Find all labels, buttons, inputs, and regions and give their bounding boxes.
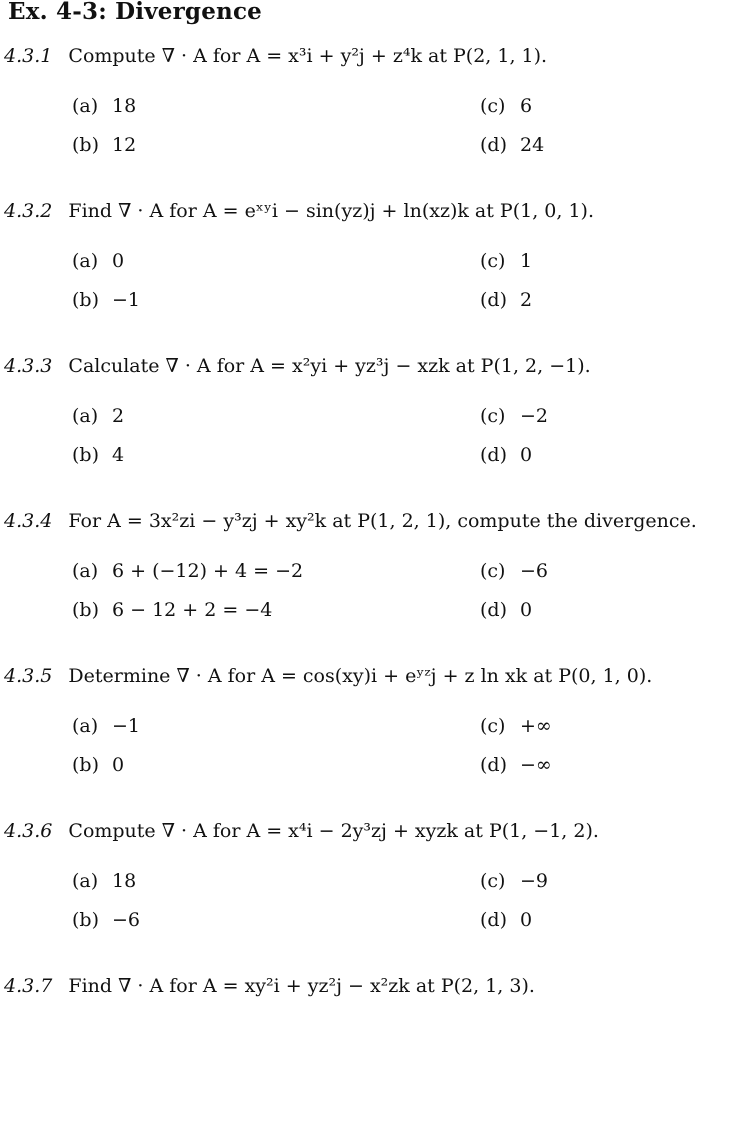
question-number: 4.3.2: [4, 200, 53, 222]
option-a[interactable]: [72, 558, 303, 584]
option-label: (a): [72, 405, 99, 427]
option-c[interactable]: [480, 558, 548, 584]
option-value: −9: [520, 870, 549, 892]
option-d[interactable]: [480, 287, 532, 313]
option-value: +∞: [520, 715, 552, 737]
option-value: 6 + (−12) + 4 = −2: [112, 560, 304, 582]
option-value: −∞: [520, 754, 552, 776]
option-value: 0: [112, 250, 125, 272]
question-number: 4.3.5: [4, 665, 53, 687]
question: [0, 198, 739, 348]
option-value: 0: [112, 754, 125, 776]
question: [0, 43, 739, 193]
question-text: Find ∇ · A for A = eˣʸi − sin(yz)j + ln(xz)k at P(1, 0, 1).: [68, 200, 594, 222]
option-label: (b): [72, 599, 99, 621]
question-text: Compute ∇ · A for A = x³i + y²j + z⁴k at P(2, 1, 1).: [68, 45, 548, 67]
option-c[interactable]: [480, 713, 552, 739]
section-title: Ex. 4-3: Divergence: [8, 0, 262, 25]
option-a[interactable]: [72, 403, 124, 429]
option-b[interactable]: [72, 907, 140, 933]
question-line: [4, 353, 591, 379]
option-label: (d): [480, 444, 507, 466]
option-a[interactable]: [72, 248, 124, 274]
option-label: (d): [480, 754, 507, 776]
option-b[interactable]: [72, 132, 136, 158]
option-d[interactable]: [480, 907, 532, 933]
option-c[interactable]: [480, 248, 532, 274]
option-label: (d): [480, 599, 507, 621]
option-label: (a): [72, 715, 99, 737]
question-line: [4, 818, 599, 844]
option-label: (c): [480, 405, 506, 427]
question-line: [4, 198, 594, 224]
question: [0, 663, 739, 813]
option-label: (b): [72, 444, 99, 466]
option-d[interactable]: [480, 442, 532, 468]
option-label: (a): [72, 870, 99, 892]
question-number: 4.3.4: [4, 510, 53, 532]
option-value: 0: [520, 599, 533, 621]
option-label: (d): [480, 909, 507, 931]
question-text: Find ∇ · A for A = xy²i + yz²j − x²zk at P(2, 1, 3).: [68, 975, 535, 997]
question: [0, 508, 739, 658]
option-b[interactable]: [72, 597, 272, 623]
option-label: (b): [72, 134, 99, 156]
option-c[interactable]: [480, 93, 532, 119]
question-line: [4, 973, 535, 999]
question-line: [4, 663, 652, 689]
option-value: 1: [520, 250, 533, 272]
option-label: (b): [72, 289, 99, 311]
question-text: For A = 3x²zi − y³zj + xy²k at P(1, 2, 1), compute the divergence.: [68, 510, 697, 532]
option-label: (c): [480, 870, 506, 892]
option-value: 18: [112, 95, 137, 117]
option-b[interactable]: [72, 752, 124, 778]
option-c[interactable]: [480, 403, 548, 429]
option-c[interactable]: [480, 868, 548, 894]
option-label: (a): [72, 95, 99, 117]
question-text: Calculate ∇ · A for A = x²yi + yz³j − xzk at P(1, 2, −1).: [68, 355, 591, 377]
question-number: 4.3.3: [4, 355, 53, 377]
option-label: (b): [72, 754, 99, 776]
option-value: 2: [520, 289, 533, 311]
option-label: (c): [480, 250, 506, 272]
option-label: (c): [480, 95, 506, 117]
option-label: (b): [72, 909, 99, 931]
question-number: 4.3.6: [4, 820, 53, 842]
question: [0, 353, 739, 503]
option-value: 0: [520, 909, 533, 931]
option-value: 6 − 12 + 2 = −4: [112, 599, 273, 621]
option-value: 12: [112, 134, 137, 156]
option-label: (a): [72, 560, 99, 582]
question-text: Determine ∇ · A for A = cos(xy)i + eʸᶻj + z ln xk at P(0, 1, 0).: [68, 665, 653, 687]
option-label: (c): [480, 560, 506, 582]
option-d[interactable]: [480, 132, 544, 158]
option-label: (a): [72, 250, 99, 272]
option-value: −6: [520, 560, 549, 582]
option-a[interactable]: [72, 713, 140, 739]
option-label: (d): [480, 289, 507, 311]
option-label: (c): [480, 715, 506, 737]
option-a[interactable]: [72, 868, 136, 894]
option-d[interactable]: [480, 597, 532, 623]
question-number: 4.3.1: [4, 45, 53, 67]
question: [0, 818, 739, 968]
option-value: 2: [112, 405, 125, 427]
question-line: [4, 43, 547, 69]
option-b[interactable]: [72, 287, 140, 313]
option-value: −1: [112, 715, 141, 737]
option-b[interactable]: [72, 442, 124, 468]
option-value: 6: [520, 95, 533, 117]
option-value: 4: [112, 444, 125, 466]
question-number: 4.3.7: [4, 975, 53, 997]
question: [0, 973, 739, 1123]
option-value: −2: [520, 405, 549, 427]
option-value: 24: [520, 134, 545, 156]
question-text: Compute ∇ · A for A = x⁴i − 2y³zj + xyzk at P(1, −1, 2).: [68, 820, 599, 842]
option-d[interactable]: [480, 752, 552, 778]
option-value: 18: [112, 870, 137, 892]
option-value: −6: [112, 909, 141, 931]
option-a[interactable]: [72, 93, 136, 119]
option-value: 0: [520, 444, 533, 466]
option-value: −1: [112, 289, 141, 311]
question-line: [4, 508, 697, 534]
option-label: (d): [480, 134, 507, 156]
